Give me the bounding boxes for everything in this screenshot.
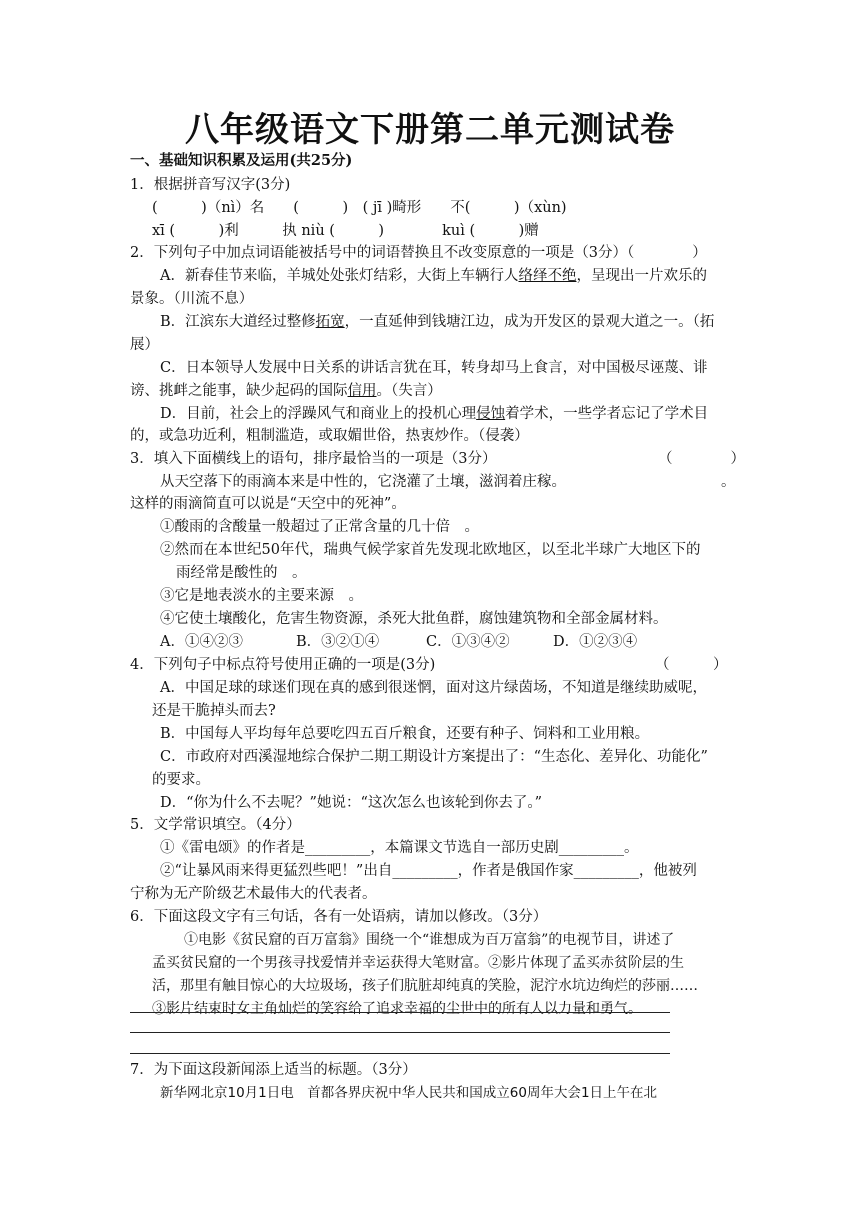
- question-2-stem: 2．下列句子中加点词语能被括号中的词语替换且不改变原意的一项是（3分）（ ）: [130, 245, 707, 261]
- answer-line: [130, 1053, 670, 1054]
- question-6-passage-2: 孟买贫民窟的一个男孩寻找爱情并幸运获得大笔财富。②影片体现了孟买赤贫阶层的生: [152, 955, 684, 971]
- question-3-sentence-3: ③它是地表淡水的主要来源 。: [160, 588, 363, 604]
- question-3-sentence-2-cont: 雨经常是酸性的 。: [176, 565, 307, 581]
- question-3-passage-end: 。: [721, 474, 736, 490]
- marked-word: 信用: [347, 383, 377, 399]
- question-2-option-d-cont: 的，或急功近利，粗制滥造，或取媚世俗，热衷炒作。（侵袭）: [130, 428, 529, 444]
- question-3-option-b: B．③②①④: [296, 634, 380, 650]
- page-title: 八年级语文下册第二单元测试卷: [185, 110, 675, 150]
- option-text: 着学术，一些学者忘记了学术目: [505, 406, 709, 422]
- option-text: B．江滨东大道经过整修: [160, 314, 316, 330]
- question-3-sentence-2: ②然而在本世纪50年代，瑞典气候学家首先发现北欧地区，以至北半球广大地区下的: [160, 542, 701, 558]
- question-3-option-d: D．①②③④: [553, 634, 638, 650]
- question-6-passage-4: ③影片结束时女主角灿烂的笑容给了追求幸福的尘世中的所有人以力量和勇气。: [152, 1001, 642, 1017]
- question-2-option-b-cont: 展）: [130, 337, 159, 353]
- option-text: ，一直延伸到钱塘江边，成为开发区的景观大道之一。（拓: [344, 314, 715, 330]
- question-2-option-b: [160, 312, 714, 332]
- question-4-option-a-cont: 还是干脆掉头而去?: [152, 703, 276, 719]
- question-3-stem: 3．填入下面横线上的语句，排序最恰当的一项是（3分）: [130, 451, 497, 467]
- section-heading: 一、基础知识积累及运用(共25分): [130, 152, 353, 169]
- question-2-option-d: [160, 404, 708, 424]
- option-text: 。（失言）: [376, 383, 442, 399]
- option-text: 谤、挑衅之能事，缺少起码的国际: [130, 383, 348, 399]
- question-4-option-c: C．市政府对西溪湿地综合保护二期工期设计方案提出了：“生态化、差异化、功能化”: [160, 749, 708, 765]
- question-1-row-1: ( )（nì）名 ( ) ( jī )畸形 不( )（xùn): [152, 200, 567, 216]
- marked-word: 侵蚀: [476, 406, 506, 422]
- answer-line: [130, 1032, 670, 1033]
- question-7-stem: 7．为下面这段新闻添上适当的标题。（3分）: [130, 1062, 417, 1078]
- question-5-line-3: 宁称为无产阶级艺术最伟大的代表者。: [130, 886, 377, 902]
- question-4-option-c-cont: 的要求。: [152, 772, 210, 788]
- question-4-option-d: D．“你为什么不去呢？”她说：“这次怎么也该轮到你去了。”: [160, 795, 543, 811]
- question-5-line-1: ①《雷电颂》的作者是_________，本篇课文节选自一部历史剧_________。: [160, 840, 639, 856]
- question-3-sentence-4: ④它使土壤酸化，危害生物资源，杀死大批鱼群，腐蚀建筑物和全部金属材料。: [160, 611, 668, 627]
- marked-word: 拓宽: [315, 314, 345, 330]
- marked-word: 络绎不绝: [518, 268, 577, 284]
- question-6-stem: 6．下面这段文字有三句话，各有一处语病，请加以修改。（3分）: [130, 909, 548, 925]
- question-4-stem: 4．下列句子中标点符号使用正确的一项是(3分): [130, 657, 436, 673]
- question-5-line-2: ②“让暴风雨来得更猛烈些吧！”出自_________，作者是俄国作家_________，他被列: [160, 863, 697, 879]
- question-2-option-a: [160, 266, 707, 286]
- question-4-option-a: A．中国足球的球迷们现在真的感到很迷惘，面对这片绿茵场，不知道是继续助威呢，: [160, 680, 707, 696]
- question-3-passage-1: 从天空落下的雨滴本来是中性的，它浇灌了土壤，滋润着庄稼。: [160, 474, 566, 490]
- question-2-option-c: C．日本领导人发展中日关系的讲话言犹在耳，转身却马上食言，对中国极尽诬蔑、诽: [160, 360, 708, 376]
- question-3-option-a: A．①④②③: [160, 634, 243, 650]
- question-3-option-c: C．①③④②: [426, 634, 510, 650]
- answer-bracket: （ ）: [655, 657, 728, 673]
- question-2-option-a-cont: 景象。（川流不息）: [130, 291, 254, 307]
- question-6-passage-1: ①电影《贫民窟的百万富翁》围绕一个“谁想成为百万富翁”的电视节目，讲述了: [184, 932, 675, 948]
- question-3-sentence-1: ①酸雨的含酸量一般超过了正常含量的几十倍 。: [160, 519, 479, 535]
- question-2-option-c-cont: [130, 381, 442, 401]
- option-text: ，呈现出一片欢乐的: [576, 268, 707, 284]
- question-4-option-b: B．中国每人平均每年总要吃四五百斤粮食，还要有种子、饲料和工业用粮。: [160, 726, 650, 742]
- question-7-passage: 新华网北京10月1日电 首都各界庆祝中华人民共和国成立60周年大会1日上午在北: [160, 1085, 658, 1101]
- question-1-row-2: xī ( )利 执 niù ( ) kuì ( )赠: [152, 223, 539, 239]
- question-5-stem: 5．文学常识填空。（4分）: [130, 817, 301, 833]
- question-3-passage-2: 这样的雨滴简直可以说是“天空中的死神”。: [130, 496, 406, 512]
- option-text: A．新春佳节来临，羊城处处张灯结彩，大街上车辆行人: [160, 268, 519, 284]
- answer-bracket: （ ）: [658, 451, 745, 467]
- answer-line: [130, 1012, 670, 1013]
- question-6-passage-3: 活，那里有触目惊心的大垃圾场，孩子们肮脏却纯真的笑脸，泥泞水坑边绚烂的莎丽……: [152, 978, 698, 994]
- question-1-stem: 1．根据拼音写汉字(3分): [130, 177, 291, 193]
- option-text: D．目前，社会上的浮躁风气和商业上的投机心理: [160, 406, 477, 422]
